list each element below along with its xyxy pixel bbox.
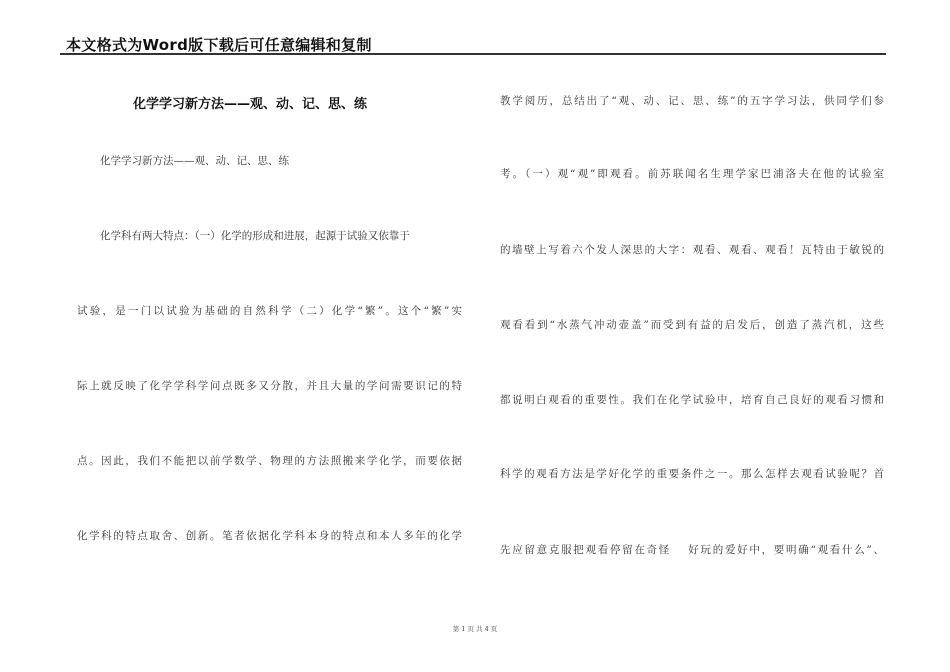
- paragraph-line: 科学的观看方法是学好化学的重要条件之一。那么怎样去观看试验呢？首: [500, 468, 884, 480]
- paragraph-line: 化学科有两大特点：（一）化学的形成和进展，起源于试验又依靠于: [100, 230, 410, 242]
- paragraph-line: 的墙壁上写着六个发人深思的大字：观看、观看、观看！瓦特由于敏锐的: [500, 244, 884, 256]
- document-banner: 本文格式为Word版下载后可任意编辑和复制: [66, 36, 372, 54]
- paragraph-line: 观看看到“水蒸气冲动壶盖”而受到有益的启发后，创造了蒸汽机，这些: [500, 319, 884, 331]
- paragraph-line: 先应留意克服把观看停留在奇怪 好玩的爱好中，要明确“观看什么”、: [500, 544, 884, 556]
- page-number: 第 1 页 共 4 页: [452, 625, 498, 633]
- document-title: 化学学习新方法——观、动、记、思、练: [133, 97, 368, 112]
- paragraph-line: 考。（一）观“观”即观看。前苏联闻名生理学家巴浦洛夫在他的试验室: [500, 168, 884, 180]
- paragraph-line: 教学阅历，总结出了“观、动、记、思、练”的五字学习法，供同学们参: [500, 95, 884, 107]
- header-divider: [60, 53, 886, 55]
- paragraph-line: 际上就反映了化学学科学问点既多又分散，并且大量的学问需要识记的特: [77, 380, 462, 392]
- paragraph-line: 都说明白观看的重要性。我们在化学试验中，培育自己良好的观看习惯和: [500, 394, 884, 406]
- paragraph-line: 试验，是一门以试验为基础的自然科学（二）化学“繁”。这个“繁”实: [77, 305, 462, 317]
- paragraph-line: 化学科的特点取舍、创新。笔者依据化学科本身的特点和本人多年的化学: [77, 530, 462, 542]
- paragraph-line: 点。因此，我们不能把以前学数学、物理的方法照搬来学化学，而要依据: [77, 455, 462, 467]
- paragraph-line: 化学学习新方法——观、动、记、思、练: [100, 155, 289, 167]
